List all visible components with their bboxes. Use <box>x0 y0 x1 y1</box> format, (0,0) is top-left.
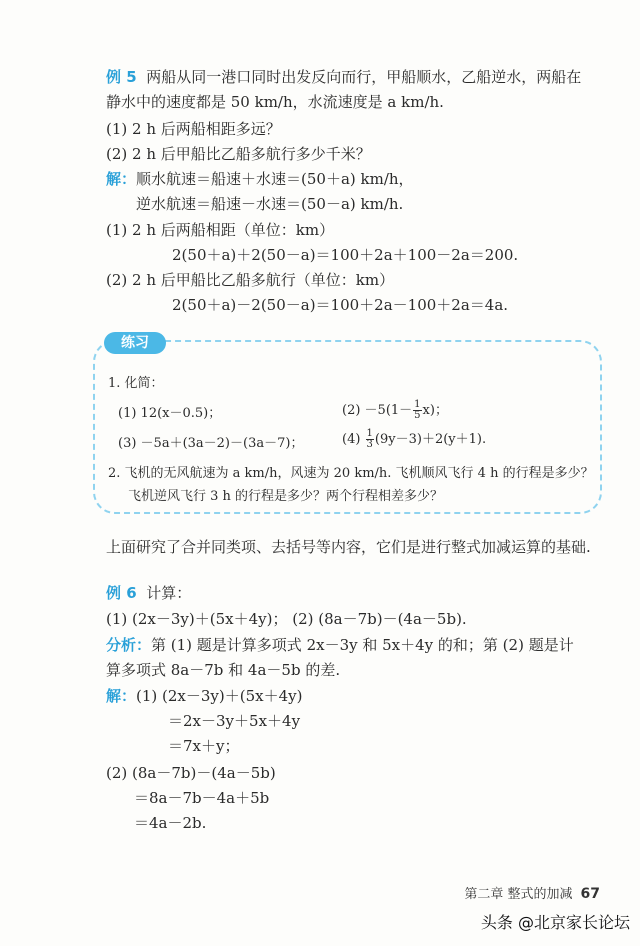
example6-analysis-line1 <box>106 634 574 655</box>
practice-problem2-inner-post: x)； <box>422 403 448 418</box>
practice-problem2-paren <box>386 398 412 419</box>
example6-solution1-b: ＝2x－3y＋5x＋4y <box>168 712 301 730</box>
practice-problem2 <box>342 398 448 421</box>
practice-item2-line2: 飞机逆风飞行 3 h 的行程是多少？两个行程相差多少？ <box>128 489 444 504</box>
example6-analysis-label: 分析： <box>106 636 152 654</box>
example6-analysis-line2: 算多项式 8a－7b 和 4a－5b 的差. <box>106 661 341 679</box>
example5-answer2-title: (2) 2 h 后甲船比乙船多航行（单位：km） <box>106 271 395 289</box>
example6-solution1-a: (1) (2x－3y)＋(5x＋4y) <box>136 687 303 705</box>
example5-solution-text1: 顺水航速＝船速＋水速＝(50＋a) km/h， <box>136 170 414 188</box>
example5-label: 例 5 <box>106 68 137 86</box>
practice-problem1: (1) 12(x－0.5)； <box>118 406 222 421</box>
example6-solution-label: 解： <box>106 687 137 705</box>
fraction-one-fifth <box>413 400 421 421</box>
chapter-title: 第二章 整式的加减 <box>464 887 573 902</box>
example5-question2: (2) 2 h 后甲船比乙船多航行多少千米？ <box>106 145 371 163</box>
example5-question1: (1) 2 h 后两船相距多远？ <box>106 120 281 138</box>
practice-problem4-pre: (4) <box>342 432 365 447</box>
example5-solution-line1 <box>106 168 414 189</box>
example6-solution2-c: ＝4a－2b. <box>134 814 207 832</box>
practice-problem4-post: (9y－3)＋2(y＋1). <box>374 432 487 447</box>
example6-solution2-a: (2) (8a－7b)－(4a－5b) <box>106 764 276 782</box>
example6-heading <box>106 582 191 603</box>
fraction-one-third <box>366 429 374 450</box>
example6-solution-line1 <box>106 685 302 706</box>
practice-item1: 1. 化简： <box>108 376 164 391</box>
example5-line1 <box>106 66 581 87</box>
page-number: 67 <box>580 886 600 902</box>
example6-title: 计算： <box>146 584 192 602</box>
practice-problem2-inner-pre: (1－ <box>385 403 413 418</box>
practice-item2-line1: 2. 飞机的无风航速为 a km/h，风速为 20 km/h. 飞机顺风飞行 4 h 的行程是多少？ <box>108 466 594 481</box>
summary-text: 上面研究了合并同类项、去括号等内容，它们是进行整式加减运算的基础. <box>106 538 591 556</box>
example5-answer1-equation: 2(50＋a)＋2(50－a)＝100＋2a＋100－2a＝200. <box>172 246 519 264</box>
practice-problem2-pre: (2) －5 <box>342 403 386 418</box>
practice-problem3: (3) －5a＋(3a－2)－(3a－7)； <box>118 436 304 451</box>
practice-tag: 练习 <box>104 332 166 354</box>
example5-problem-line1: 两船从同一港口同时出发反向而行，甲船顺水，乙船逆水，两船在 <box>146 68 582 86</box>
example6-solution1-c: ＝7x＋y； <box>168 737 240 755</box>
example6-items: (1) (2x－3y)＋(5x＋4y)； (2) (8a－7b)－(4a－5b). <box>106 610 467 628</box>
example6-analysis-text1: 第 (1) 题是计算多项式 2x－3y 和 5x＋4y 的和；第 (2) 题是计 <box>151 636 574 654</box>
fraction-denominator: 3 <box>366 439 373 450</box>
fraction-numerator: 1 <box>414 399 421 410</box>
example5-solution-label: 解： <box>106 170 137 188</box>
example5-answer1-title: (1) 2 h 后两船相距（单位：km） <box>106 221 335 239</box>
fraction-denominator: 5 <box>414 410 421 421</box>
example5-answer2-equation: 2(50＋a)－2(50－a)＝100＋2a－100＋2a＝4a. <box>172 296 509 314</box>
page-footer <box>464 883 600 902</box>
practice-problem4 <box>342 428 486 450</box>
example5-solution-line2: 逆水航速＝船速－水速＝(50－a) km/h. <box>136 195 404 213</box>
example6-solution2-b: ＝8a－7b－4a＋5b <box>134 789 270 807</box>
example6-label: 例 6 <box>106 584 137 602</box>
example5-problem-line2: 静水中的速度都是 50 km/h，水流速度是 a km/h. <box>106 93 444 111</box>
fraction-numerator: 1 <box>366 428 373 439</box>
watermark: 头条 @北京家长论坛 <box>480 913 630 932</box>
